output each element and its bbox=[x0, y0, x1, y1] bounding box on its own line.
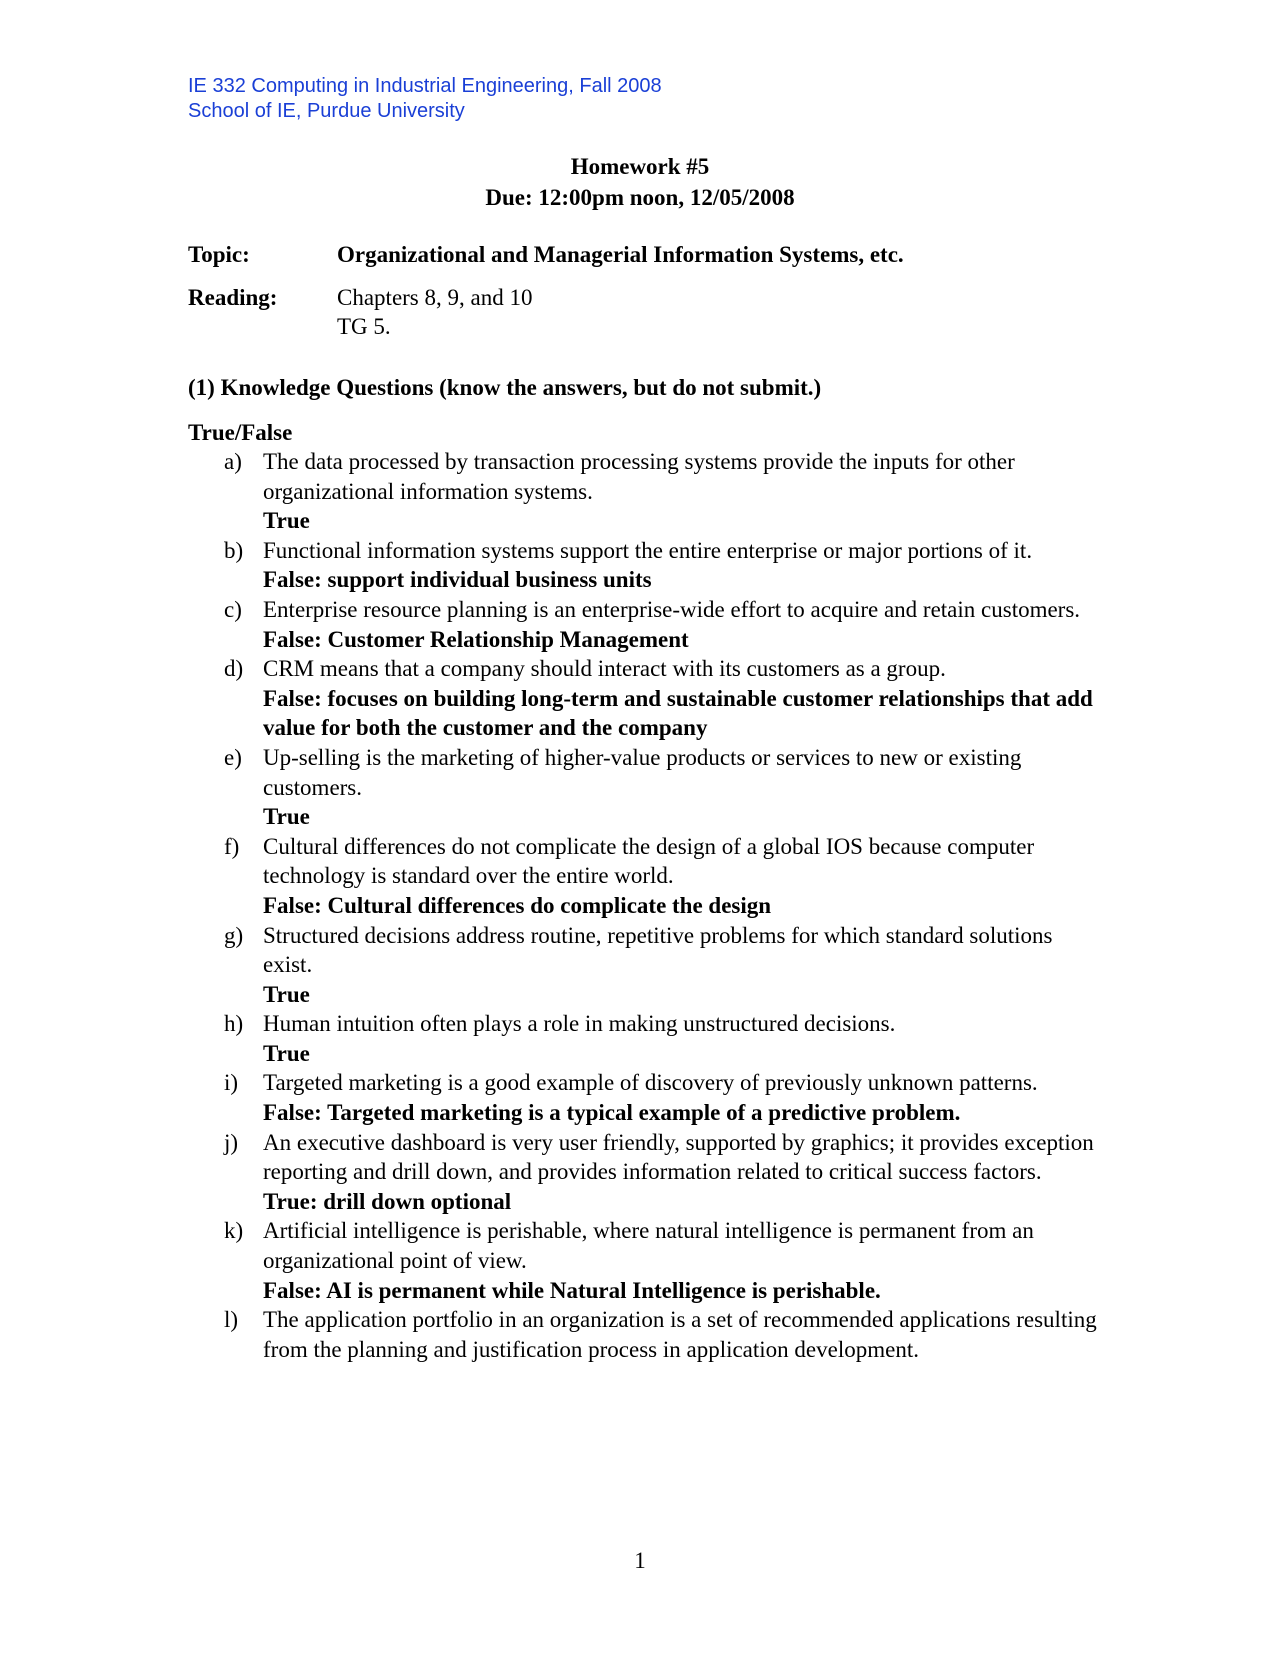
question-item bbox=[188, 921, 1098, 1010]
question-letter: i) bbox=[224, 1070, 239, 1096]
question-letter: f) bbox=[224, 833, 240, 859]
course-title: IE 332 Computing in Industrial Engineering, Fall 2008 bbox=[188, 75, 662, 97]
question-letter: l) bbox=[224, 1307, 239, 1333]
page-number: 1 bbox=[634, 1548, 646, 1573]
course-header bbox=[188, 74, 662, 124]
question-answer: False: Targeted marketing is a typical example of a predictive problem. bbox=[263, 1100, 961, 1126]
question-text: An executive dashboard is very user friendly, supported by graphics; it provides exception reporting and drill down, and provides information related to critical success factors. bbox=[263, 1129, 1094, 1185]
true-false-heading: True/False bbox=[188, 420, 293, 445]
due-date: Due: 12:00pm noon, 12/05/2008 bbox=[485, 185, 795, 210]
topic-value: Organizational and Managerial Information Systems, etc. bbox=[337, 242, 904, 267]
question-text: Human intuition often plays a role in making unstructured decisions. bbox=[263, 1011, 896, 1037]
reading-label: Reading: bbox=[188, 285, 278, 310]
question-letter: j) bbox=[224, 1129, 239, 1155]
question-answer: True bbox=[263, 508, 310, 534]
question-text: The data processed by transaction processing systems provide the inputs for other organizational information systems. bbox=[263, 449, 1015, 504]
question-text: Artificial intelligence is perishable, where natural intelligence is permanent from an organizational point of view. bbox=[263, 1218, 1034, 1274]
homework-title-block bbox=[0, 151, 1280, 213]
question-letter: h) bbox=[224, 1011, 244, 1037]
question-text: Enterprise resource planning is an enterprise-wide effort to acquire and retain customers. bbox=[263, 596, 1081, 622]
question-item bbox=[188, 595, 1098, 654]
question-answer: True bbox=[263, 804, 310, 830]
question-item bbox=[188, 536, 1098, 595]
question-answer: True bbox=[263, 981, 310, 1007]
question-item bbox=[188, 1305, 1098, 1364]
question-answer: True bbox=[263, 1040, 310, 1066]
question-item bbox=[188, 832, 1098, 921]
reading-value bbox=[337, 283, 532, 341]
question-text: Cultural differences do not complicate the design of a global IOS because computer technology is standard over the entire world. bbox=[263, 833, 1035, 889]
reading-tg: TG 5. bbox=[337, 314, 391, 339]
question-letter: c) bbox=[224, 596, 242, 622]
question-item bbox=[188, 1216, 1098, 1305]
question-text: Up-selling is the marketing of higher-value products or services to new or existing customers. bbox=[263, 744, 1022, 800]
reading-chapters: Chapters 8, 9, and 10 bbox=[337, 285, 533, 310]
homework-title: Homework #5 bbox=[570, 154, 710, 179]
question-answer: False: Cultural differences do complicate the design bbox=[263, 892, 772, 918]
question-item bbox=[188, 1068, 1098, 1127]
question-text: The application portfolio in an organization is a set of recommended applications resulting from the planning and justification process in application development. bbox=[263, 1307, 1097, 1362]
question-letter: g) bbox=[224, 922, 244, 948]
question-letter: d) bbox=[224, 656, 244, 682]
question-item bbox=[188, 743, 1098, 832]
question-letter: a) bbox=[224, 449, 242, 474]
question-text: CRM means that a company should interact with its customers as a group. bbox=[263, 656, 946, 682]
question-item bbox=[188, 1128, 1098, 1217]
question-letter: b) bbox=[224, 537, 244, 563]
question-list bbox=[188, 447, 1098, 1364]
question-text: Targeted marketing is a good example of discovery of previously unknown patterns. bbox=[263, 1070, 1038, 1096]
school-name: School of IE, Purdue University bbox=[188, 100, 465, 122]
section-heading: (1) Knowledge Questions (know the answers, but do not submit.) bbox=[188, 375, 822, 400]
question-letter: e) bbox=[224, 744, 242, 770]
question-answer: False: AI is permanent while Natural Intelligence is perishable. bbox=[263, 1277, 881, 1303]
question-answer: True: drill down optional bbox=[263, 1188, 512, 1214]
question-letter: k) bbox=[224, 1218, 244, 1244]
question-text: Functional information systems support the entire enterprise or major portions of it. bbox=[263, 537, 1033, 563]
question-text: Structured decisions address routine, repetitive problems for which standard solutions exist. bbox=[263, 922, 1053, 978]
topic-label: Topic: bbox=[188, 242, 250, 267]
question-item bbox=[188, 1009, 1098, 1068]
question-item bbox=[188, 654, 1098, 743]
question-answer: False: Customer Relationship Management bbox=[263, 626, 689, 652]
question-item bbox=[188, 447, 1098, 536]
question-answer: False: support individual business units bbox=[263, 567, 652, 593]
question-answer: False: focuses on building long-term and sustainable customer relationships that add value for both the customer and the company bbox=[263, 685, 1093, 741]
